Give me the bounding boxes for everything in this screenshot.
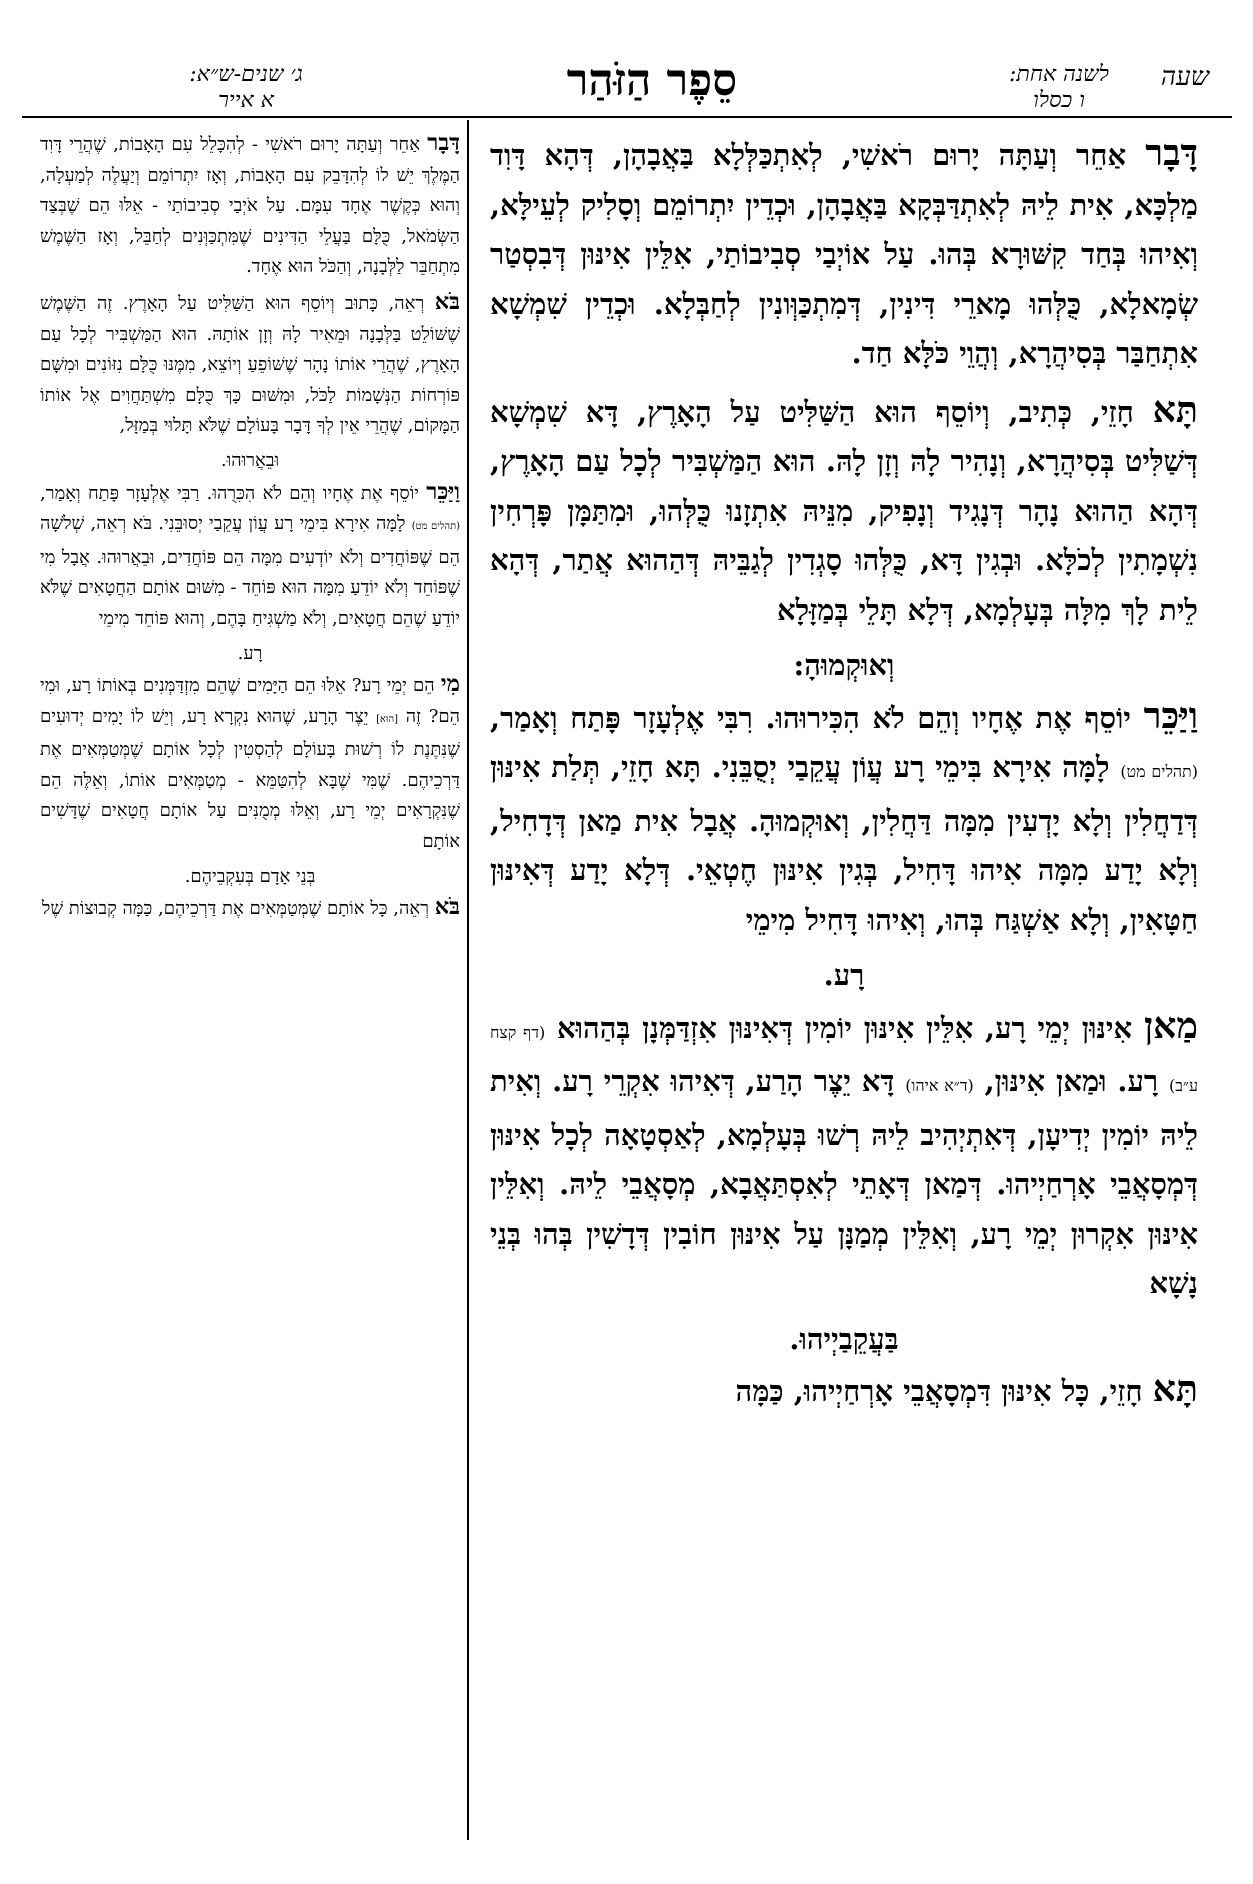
page-title: סֵפֶר הַזֹּהַר [566,55,738,106]
paragraph-ending: רָע. [237,642,263,664]
opening-word: וַיַּכֵּר [426,478,460,505]
main-paragraph [490,385,1198,636]
paragraph-ending: וּבֵאֲרוּהוּ. [220,449,280,471]
header-shaah-label: שעה [1160,62,1210,92]
opening-word: וַיַּכֵּר [1143,693,1198,737]
paragraph-text: רְאֵה, כָּל אוֹתָם שֶׁמְּטַמְּאִים אֶת דַּרְכֵיהֶם, כַּמָּה קְבוּצוֹת שֶׁל [41,898,429,920]
side-paragraph [40,128,460,283]
paragraph-text: רָע. וּמַאן אִינּוּן, [984,1064,1159,1098]
variant-reference: (ד״א איהו) [905,1076,974,1095]
opening-word: בֹּא [434,894,460,921]
paragraph-text: חָזֵי, כְּתִיב, וְיוֹסֵף הוּא הַשַּׁלִּיט עַל הָאָרֶץ, דָּא שִׁמְשָׁא דְּשַׁלִּיט בְּסִיהֲרָא, וְנָהִיר לָהּ וְזָן לָהּ. הוּא הַמַּשְׁבִּיר לְכָל עַם הָאָרֶץ, דְּהָא הַהוּא נָהָר דְּנָגִיד וְנָפִיק, מִנֵּיהּ אִתְזָנוּ כֻּלְּהוּ, וּמִתַּמָּן פָּרְחִין נִשְׁמָתִין לְכֹלָּא. וּבְגִין דָּא, כֻּלְּהוּ סָגְדִין לְגַבֵּיהּ דְּהַהוּא אֲתַר, דְּהָא לֵית לָךְ מִלָּה בְּעָלְמָא, דְּלָא תָּלֵי בְּמַזָּלָא [490,394,1198,627]
paragraph-ending: וְאוּקְמוּהָ: [793,648,895,682]
verse-reference: (תהלים מט) [411,521,460,533]
hebrew-translation-column [40,128,460,1873]
header-left-line1: ג׳ שנים-ש״א: [189,62,303,87]
page-reference: (דף קצח ע״ב) [490,1022,1198,1095]
header-right-line1: לשנה אחת: [1009,62,1109,87]
header-left-schedule [116,62,376,114]
column-divider [467,120,469,1840]
main-paragraph [490,1364,1198,1417]
side-paragraph [40,669,460,858]
paragraph-text: רְאֵה, כָּתוּב וְיוֹסֵף הוּא הַשַּׁלִּיט עַל הָאָרֶץ. זֶה הַשֶּׁמֶשׁ שֶׁשּׁוֹלֵט בַּלְּבָנָה וּמֵאִיר לָהּ וְזָן אוֹתָהּ. הוּא הַמַּשְׁבִּיר לְכָל עַם הָאָרֶץ, שֶׁהֲרֵי אוֹתוֹ נָהָר שֶׁשּׁוֹפֵעַ וְיוֹצֵא, מִמֶּנּוּ כֻּלָּם נִזּוֹנִים וּמִשָּׁם פּוֹרְחוֹת הַנְּשָׁמוֹת לַכֹּל, וּמִשּׁוּם כָּךְ כֻּלָּם מִשְׁתַּחֲוִים אֶל אוֹתוֹ הַמָּקוֹם, שֶׁהֲרֵי אֵין לְךָ דָּבָר בָּעוֹלָם שֶׁלֹּא תָּלוּי בְּמַזָּל, [40,292,460,437]
paragraph-text: אַחֵר וְעַתָּה יָרוּם רֹאשִׁי - לְהִכָּלֵל עִם הָאָבוֹת, שֶׁהֲרֵי דָּוִד הַמֶּלֶךְ יֵשׁ לוֹ לְהִדָּבֵק עִם הָאָבוֹת, וְאָז יִתְרוֹמֵם וְיַעֲלֶה לְמַעְלָה, וְהוּא כְּקֶשֶׁר אֶחָד עִמָּם. עַל אֹיְבַי סְבִיבוֹתַי - אֵלּוּ הֵם שֶׁבְּצַד הַשְּׂמֹאל, כֻּלָּם בַּעֲלֵי הַדִּינִים שֶׁמִּתְכַּוְּנִים לְחַבֵּל, וְאָז הַשֶּׁמֶשׁ מִתְחַבֵּר לַלְּבָנָה, וְהַכֹּל הוּא אֶחָד. [40,134,460,278]
aramaic-text-column [490,128,1198,1873]
opening-word: דָּבָר [1145,131,1198,174]
opening-word: תָּא [1152,387,1198,431]
paragraph-text: לָמָּה אִירָא בִּימֵי רָע עֲוֹן עֲקֵבַי יְסוּבֵּנִי. בֹּא רְאֵה, שְׁלֹשָׁה הֵם שֶׁפּוֹחֲדִים וְלֹא יוֹדְעִים מִמָּה הֵם פּוֹחֲדִים, וּבֵאֲרוּהוּ. אֲבָל מִי שֶׁפּוֹחֵד וְלֹא יוֹדֵעַ מִמָּה הוּא פּוֹחֵד - מִשּׁוּם אוֹתָם הַחֲטָאִים שֶׁלֹּא יוֹדֵעַ שֶׁהֵם חֲטָאִים, וְלֹא מַשְׁגִּיחַ בָּהֶם, וְהוּא פּוֹחֵד מִימֵי [40,513,460,629]
paragraph-text: לָמָּה אִירָא בִּימֵי רָע עֲוֹן עֲקֵבַי יְסֻבֵּנִי. תָּא חָזֵי, תְּלַת אִינּוּן דְּדַחֲלִין וְלָא יָדְעִין מִמָּה דַּחֲלִין, וְאוּקְמוּהָ. אֲבָל אִית מַאן דְּדָחִיל, וְלָא יָדַע מִמָּה אִיהוּ דָּחִיל, בְּגִין אִינּוּן חֶטְאֵי. דְּלָא יָדַע דְּאִינּוּן חַטָּאִין, וְלָא אַשְׁגַּח בְּהוּ, וְאִיהוּ דָּחִיל מִימֵי [490,750,1198,937]
variant-reference: [הוּא] [376,713,399,725]
opening-word: דָּבָר [427,130,460,156]
paragraph-text: יֵצֶר הָרָע, שֶׁהוּא נִקְרָא רָע, וְיֵשׁ לוֹ יָמִים יְדוּעִים שֶׁנִּתֶּנֶת לוֹ רְשׁוּת בָּעוֹלָם לְהַסְטִין לְכָל אוֹתָם שֶׁמְּטַמְּאִים אֶת דַּרְכֵיהֶם. שֶׁמִּי שֶׁבָּא לְהִטַּמֵּא - מְטַמְּאִים אוֹתוֹ, וְאֵלֶּה הֵם שֶׁנִּקְרָאִים יְמֵי רָע, וְאֵלּוּ מְמֻנִּים עַל אוֹתָם חֲטָאִים שֶׁדָּשִׁים אוֹתָם [40,705,460,853]
verse-reference: (תהלים מט) [1120,762,1198,781]
main-paragraph [490,128,1198,379]
paragraph-ending: בְּנֵי אָדָם בְּעִקְבֵיהֶם. [184,865,316,887]
opening-word: תָּא [1152,1367,1198,1410]
page-header [22,55,1232,120]
paragraph-text: אַחֵר וְעַתָּה יָרוּם רֹאשִׁי, לְאִתְכַּלְּלָא בַּאֲבָהָן, דְּהָא דָּוִד מַלְכָּא, אִית לֵיהּ לְאִתְדַּבְּקָא בַּאֲבָהָן, וּכְדֵין יִתְרוֹמֵם וְסָלִיק לְעֵילָּא, וְאִיהוּ בְּחַד קִשּׁוּרָא בְּהוּ. עַל אוֹיְבַי סְבִיבוֹתַי, אִלֵּין אִינּוּן דְּבִסְטַר שְׂמָאלָא, כֻּלְּהוּ מָארֵי דִּינִין, דְּמִתְכַּוְּונִין לְחַבְּלָא. וּכְדֵין שִׁמְשָׁא אִתְחַבַּר בְּסִיהֲרָא, וְהֲוֵי כֹּלָּא חַד. [490,138,1198,370]
header-right-line2: ו כסלו [1033,88,1085,113]
paragraph-text: אִינּוּן יְמֵי רָע, אִלֵּין אִינּוּן יוֹמִין דְּאִינּוּן אִזְדַּמְּנָן בְּהַהוּא [556,1010,1133,1045]
header-left-line2: א אייר [218,88,274,113]
side-paragraph [40,892,460,925]
header-rule [22,116,1232,118]
side-paragraph [40,477,460,635]
paragraph-text: חָזֵי, כָּל אִינּוּן דִּמְסָאֲבֵי אָרְחַיְיהוּ, כַּמָּה [735,1374,1143,1408]
paragraph-ending: בַּעֲקֵבַיְיהוּ. [789,1321,899,1356]
main-paragraph [490,1001,1198,1309]
opening-word: מַאן [1143,1003,1198,1047]
header-right-schedule [984,62,1134,114]
opening-word: מִי [440,671,460,698]
paragraph-ending: רָע. [823,958,865,992]
paragraph-text: יוֹסֵף אֶת אֶחָיו וְהֵם לֹא הִכִּירוּהוּ. רִבִּי אֶלְעָזָר פָּתַח וְאָמַר, [490,700,1132,735]
paragraph-text: יוֹסֵף אֶת אֶחָיו וְהֵם לֹא הִכִּרֻהוּ. רַבִּי אֶלְעָזָר פָּתַח וְאָמַר, [40,482,419,504]
paragraph-text: דָּא יֵצֶר הָרַע, דְּאִיהוּ אִקְרֵי רָע. וְאִית לֵיהּ יוֹמִין יְדִיעָן, דְּאִתְיְהִיב לֵיהּ רְשׁוּ בְּעָלְמָא, לְאַסְטָאָה לְכָל אִינּוּן דְּמְסָאֲבֵי אָרְחַיְיהוּ. דְּמַאן דְּאָתֵי לְאִסְתַּאֲבָא, מְסָאֲבֵי לֵיהּ. וְאִלֵּין אִינּוּן אִקְרוּן יְמֵי רָע, וְאִלֵּין מְמַנָּן עַל אִינּוּן חוֹבִין דְּדָשִׁין בְּהוּ בְּנֵי נָשָׁא [490,1064,1198,1300]
main-paragraph [490,691,1198,946]
paragraph-text: הֵם יְמֵי רָע? אֵלּוּ הֵם הַיָּמִים שֶׁהֵם מִזְדַּמְּנִים בְּאוֹתוֹ רָע, וּמִי הֵם? זֶה [40,675,460,727]
side-paragraph [40,287,460,442]
opening-word: בֹּא [434,288,460,315]
